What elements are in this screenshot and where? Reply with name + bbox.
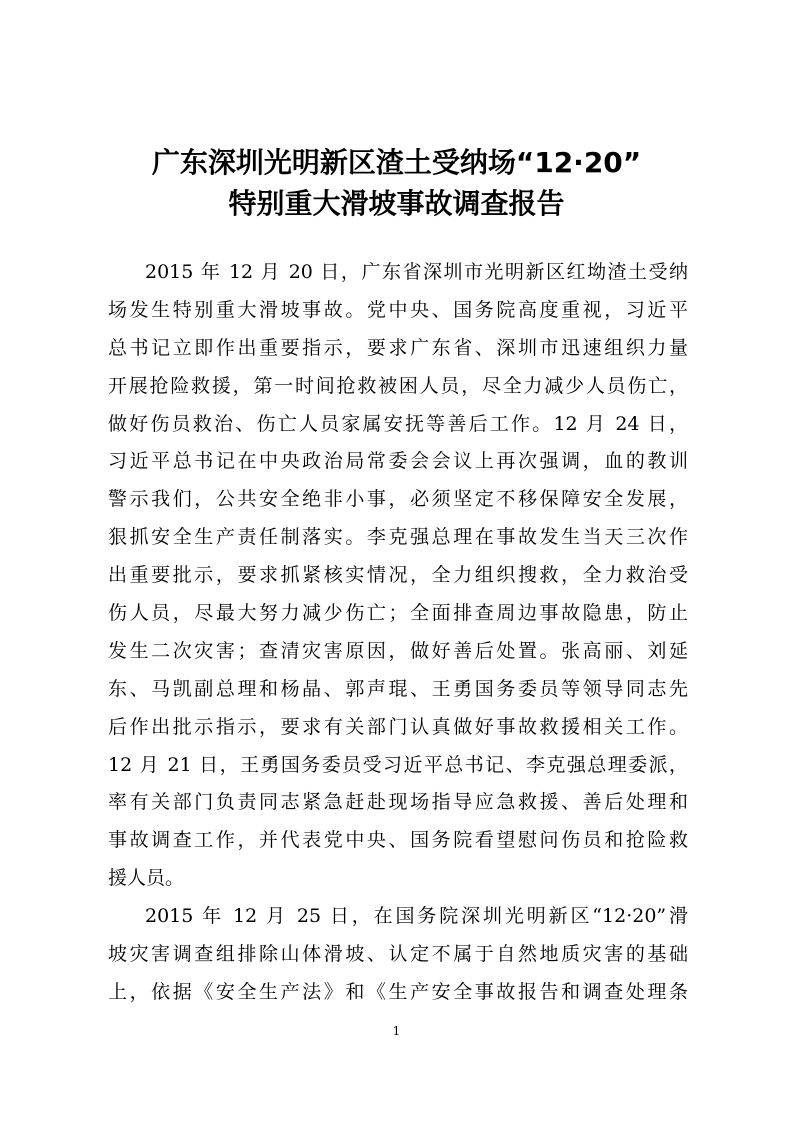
paragraph-2-line-1: 2015 年 12 月 25 日，在国务院深圳光明新区“12·20”滑 bbox=[145, 905, 688, 928]
paragraph-1-line-4: 开展抢险救援，第一时间抢救被困人员，尽全力减少人员伤亡， bbox=[108, 374, 688, 397]
paragraph-1-line-11: 发生二次灾害；查清灾害原因，做好善后处置。张高丽、刘延 bbox=[108, 639, 688, 662]
paragraph-1-line-7: 警示我们，公共安全绝非小事，必须坚定不移保障安全发展， bbox=[108, 488, 688, 511]
paragraph-1-line-9: 出重要批示，要求抓紧核实情况，全力组织搜救，全力救治受 bbox=[108, 564, 688, 587]
page-number: 1 bbox=[392, 1024, 401, 1038]
document-body bbox=[108, 254, 688, 1012]
paragraph-2 bbox=[108, 898, 688, 1012]
paragraph-1-line-10: 伤人员，尽最大努力减少伤亡；全面排查周边事故隐患，防止 bbox=[108, 602, 688, 625]
paragraph-1-line-3: 总书记立即作出重要指示，要求广东省、深圳市迅速组织力量 bbox=[108, 336, 688, 359]
paragraph-2-line-2: 坡灾害调查组排除山体滑坡、认定不属于自然地质灾害的基础 bbox=[108, 943, 688, 966]
paragraph-1-line-1: 2015 年 12 月 20 日，广东省深圳市光明新区红坳渣土受纳 bbox=[145, 261, 688, 283]
paragraph-1-line-15: 率有关部门负责同志紧急赶赴现场指导应急救援、善后处理和 bbox=[108, 791, 688, 814]
paragraph-1-line-5: 做好伤员救治、伤亡人员家属安抚等善后工作。12 月 24 日， bbox=[108, 412, 688, 435]
paragraph-1-line-16: 事故调查工作，并代表党中央、国务院看望慰问伤员和抢险救 bbox=[108, 829, 688, 852]
paragraph-1-line-8: 狠抓安全生产责任制落实。李克强总理在事故发生当天三次作 bbox=[108, 526, 688, 549]
document-title-line-2: 特别重大滑坡事故调查报告 bbox=[228, 187, 565, 220]
paragraph-1-line-13: 后作出批示指示，要求有关部门认真做好事故救援相关工作。 bbox=[108, 715, 688, 738]
paragraph-1-line-12: 东、马凯副总理和杨晶、郭声琨、王勇国务委员等领导同志先 bbox=[108, 677, 688, 700]
paragraph-2-line-3: 上，依据《安全生产法》和《生产安全事故报告和调查处理条 bbox=[108, 980, 688, 1003]
paragraph-1-line-14: 12 月 21 日，王勇国务委员受习近平总书记、李克强总理委派， bbox=[108, 753, 688, 776]
paragraph-1-line-6: 习近平总书记在中央政治局常委会会议上再次强调，血的教训 bbox=[108, 450, 688, 473]
document-title-line-1: 广东深圳光明新区渣土受纳场“12·20” bbox=[151, 146, 642, 179]
paragraph-1-line-17: 援人员。 bbox=[108, 867, 185, 890]
paragraph-1-line-2: 场发生特别重大滑坡事故。党中央、国务院高度重视，习近平 bbox=[108, 298, 688, 321]
paragraph-1 bbox=[108, 254, 688, 898]
